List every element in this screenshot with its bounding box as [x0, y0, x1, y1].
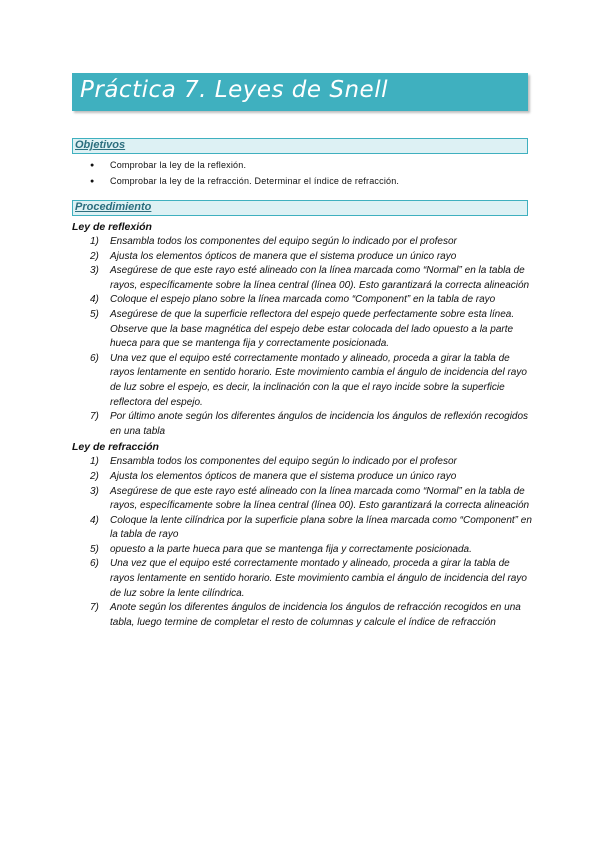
step-number: 7)	[90, 602, 99, 614]
step-text: opuesto a la parte hueca para que se mantenga fija y correctamente posicionada.	[110, 543, 472, 555]
step-text: Por último anote según los diferentes ángulos de incidencia los ángulos de reflexión recogidos en una tabla	[110, 411, 529, 437]
step-number: 3)	[90, 265, 99, 277]
step-number: 5)	[90, 308, 99, 320]
list-item: ● Comprobar la ley de la reflexión.	[90, 158, 399, 174]
step-number: 6)	[90, 558, 99, 570]
step-number: 6)	[90, 352, 99, 364]
step-text: Una vez que el equipo esté correctamente montado y alineado, proceda a girar la tabla de rayos lentamente en sentido horario. Este movimiento cambia el ángulo de incidencia del rayo de luz sobre la lente cilíndrica.	[110, 558, 527, 599]
step-text: Coloque la lente cilíndrica por la superficie plana sobre la línea marcada como “Component” en la tabla de rayo	[110, 514, 532, 541]
step-number: 2)	[90, 250, 99, 262]
title-band	[72, 73, 528, 111]
step-text: Anote según los diferentes ángulos de incidencia los ángulos de refracción recogidos en una tabla, luego termine de completar el resto de columnas y calcule el índice de refracción	[110, 602, 521, 628]
step-text: Ajusta los elementos ópticos de manera que el sistema produce un único rayo	[110, 470, 457, 482]
step-item	[72, 250, 532, 265]
section-heading-procedimiento	[72, 200, 528, 216]
list-item: ● Comprobar la ley de la refracción. Determinar el índice de refracción.	[90, 174, 399, 190]
step-text: Asegúrese de que este rayo esté alineado con la línea marcada como “Normal” en la tabla de rayos, específicamente sobre la línea central (línea 00). Esto garantizará la correcta alineación	[110, 485, 530, 512]
step-item	[72, 264, 532, 293]
step-number: 1)	[90, 236, 99, 247]
section-heading-objetivos	[72, 138, 528, 154]
step-text: Una vez que el equipo esté correctamente montado y alineado, proceda a girar la tabla de rayos lentamente en sentido horario. Este movimiento cambia el ángulo de incidencia del rayo de luz sobre el espejo, es decir, la inclinación con la que el rayo incide sobre la superficie reflectora del espejo.	[110, 352, 527, 408]
reflexion-steps	[72, 235, 532, 439]
step-number: 5)	[90, 543, 99, 555]
step-text: Ajusta los elementos ópticos de manera que el sistema produce un único rayo	[110, 250, 457, 262]
step-item	[72, 235, 532, 250]
step-number: 4)	[90, 514, 99, 526]
step-number: 2)	[90, 470, 99, 482]
step-item	[72, 293, 532, 308]
step-text: Ensambla todos los componentes del equipo según lo indicado por el profesor	[110, 456, 457, 468]
step-number: 4)	[90, 294, 99, 306]
objetivos-list	[90, 158, 399, 189]
step-number: 7)	[90, 411, 99, 423]
step-item	[72, 410, 532, 439]
step-text: Asegúrese de que este rayo esté alineado con la línea marcada como “Normal” en la tabla de rayos, específicamente sobre la línea central (línea 00). Esto garantizará la correcta alineación	[110, 265, 530, 291]
step-number: 3)	[90, 485, 99, 497]
step-item	[72, 557, 532, 601]
step-item	[72, 485, 532, 514]
refraccion-steps	[72, 455, 532, 630]
step-text: Ensambla todos los componentes del equipo según lo indicado por el profesor	[110, 236, 457, 247]
step-text: Asegúrese de que la superficie reflectora del espejo quede perfectamente sobre esta línea. Observe que la base magnética del espejo debe estar colocada del lado opuesto a la parte hueca para que se mantenga fija y correctamente posicionada.	[110, 308, 515, 350]
step-item	[72, 352, 532, 410]
step-item	[72, 601, 532, 630]
step-item	[72, 308, 532, 352]
step-text: Coloque el espejo plano sobre la línea marcada como “Component” en la tabla de rayo	[110, 294, 496, 306]
procedure-body	[72, 219, 532, 630]
reflexion-heading: Ley de reflexión	[72, 221, 152, 233]
refraccion-heading: Ley de refracción	[72, 441, 159, 454]
step-item	[72, 543, 532, 558]
procedimiento-heading: Procedimiento	[75, 201, 152, 213]
step-item	[72, 455, 532, 470]
step-item	[72, 470, 532, 485]
page-title: Práctica 7. Leyes de Snell	[80, 77, 388, 103]
objetivos-heading: Objetivos	[75, 139, 126, 151]
step-item	[72, 514, 532, 543]
step-number: 1)	[90, 456, 99, 468]
